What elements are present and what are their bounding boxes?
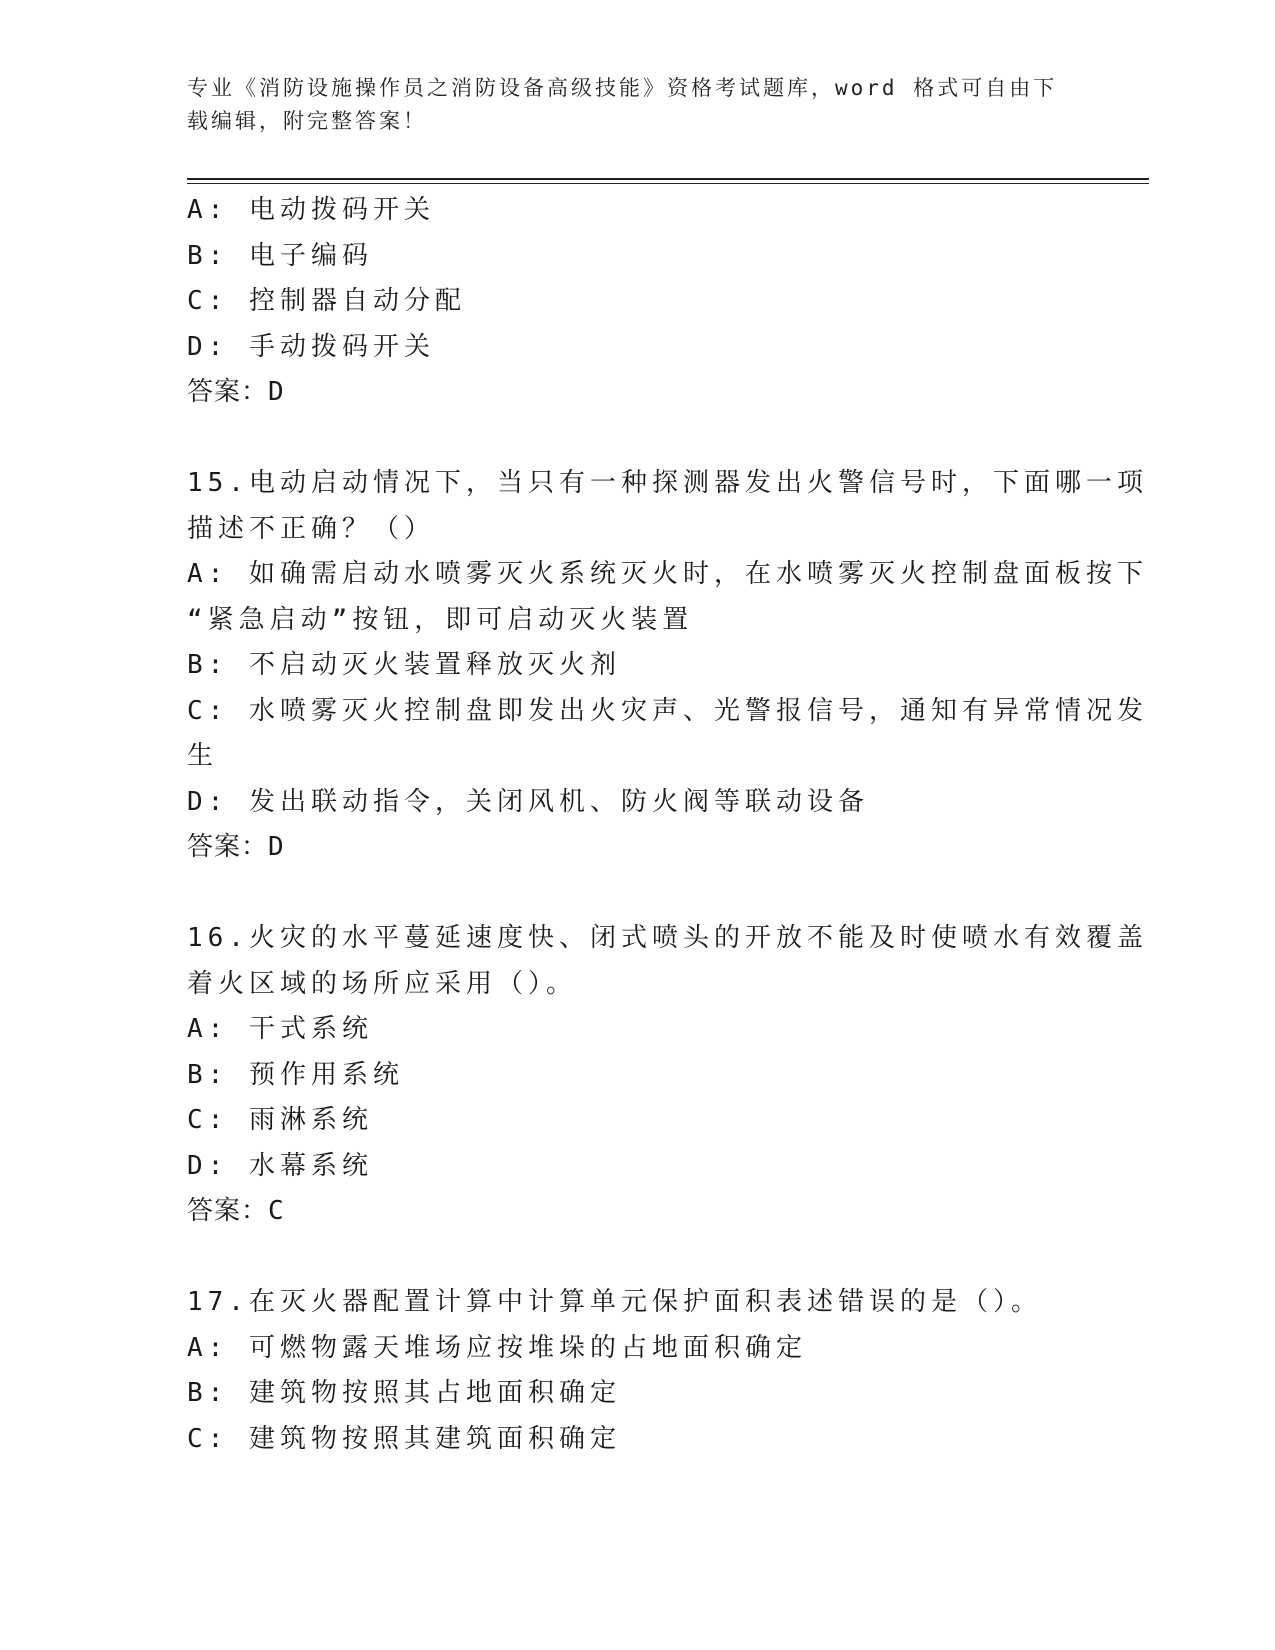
question-stem: 16.火灾的水平蔓延速度快、闭式喷头的开放不能及时使喷水有效覆盖 bbox=[187, 923, 1148, 953]
question-stem-cont: 描述不正确？（） bbox=[187, 513, 436, 544]
answer: 答案：D bbox=[187, 832, 285, 862]
option-c: C: 建筑物按照其建筑面积确定 bbox=[187, 1423, 621, 1454]
spacer bbox=[187, 871, 1087, 917]
answer: 答案：C bbox=[187, 1196, 285, 1226]
spacer bbox=[187, 1235, 1087, 1281]
question-stem: 17.在灭火器配置计算中计算单元保护面积表述错误的是（）。 bbox=[187, 1287, 1042, 1317]
option-b: B: 电子编码 bbox=[187, 240, 373, 271]
option-c: C: 雨淋系统 bbox=[187, 1105, 373, 1135]
question-content bbox=[187, 188, 1148, 1462]
option-a: A: 干式系统 bbox=[187, 1014, 373, 1044]
question-15 bbox=[187, 461, 1148, 871]
document-header bbox=[187, 72, 1067, 138]
spacer bbox=[187, 416, 1087, 462]
header-line-1: 专业《消防设施操作员之消防设备高级技能》资格考试题库，word 格式可自由下 bbox=[187, 76, 1058, 100]
option-d: D: 手动拨码开关 bbox=[187, 331, 435, 362]
header-divider-thin bbox=[187, 183, 1149, 184]
option-c: C: 控制器自动分配 bbox=[187, 286, 466, 316]
answer: 答案：D bbox=[187, 377, 285, 407]
option-b: B: 不启动灭火装置释放灭火剂 bbox=[187, 650, 621, 680]
header-divider-thick bbox=[187, 178, 1149, 180]
option-a: A: 电动拨码开关 bbox=[187, 195, 435, 225]
question-stem-cont: 着火区域的场所应采用（）。 bbox=[187, 968, 578, 999]
option-b: B: 预作用系统 bbox=[187, 1059, 404, 1090]
header-line-2: 载编辑，附完整答案！ bbox=[187, 109, 427, 133]
option-d: D: 发出联动指令，关闭风机、防火阀等联动设备 bbox=[187, 786, 869, 817]
prev-question bbox=[187, 188, 1087, 416]
option-c: C: 水喷雾灭火控制盘即发出火灾声、光警报信号，通知有异常情况发 bbox=[187, 695, 1148, 726]
option-a-cont: “紧急启动”按钮，即可启动灭火装置 bbox=[187, 604, 694, 635]
option-a: A: 可燃物露天堆场应按堆垛的占地面积确定 bbox=[187, 1332, 807, 1363]
option-d: D: 水幕系统 bbox=[187, 1150, 373, 1181]
question-stem: 15.电动启动情况下，当只有一种探测器发出火警信号时，下面哪一项 bbox=[187, 468, 1148, 498]
question-17 bbox=[187, 1280, 1087, 1462]
question-16 bbox=[187, 916, 1148, 1235]
option-a: A: 如确需启动水喷雾灭火系统灭火时，在水喷雾灭火控制盘面板按下 bbox=[187, 559, 1148, 589]
option-c-cont: 生 bbox=[187, 741, 219, 771]
option-b: B: 建筑物按照其占地面积确定 bbox=[187, 1378, 621, 1408]
